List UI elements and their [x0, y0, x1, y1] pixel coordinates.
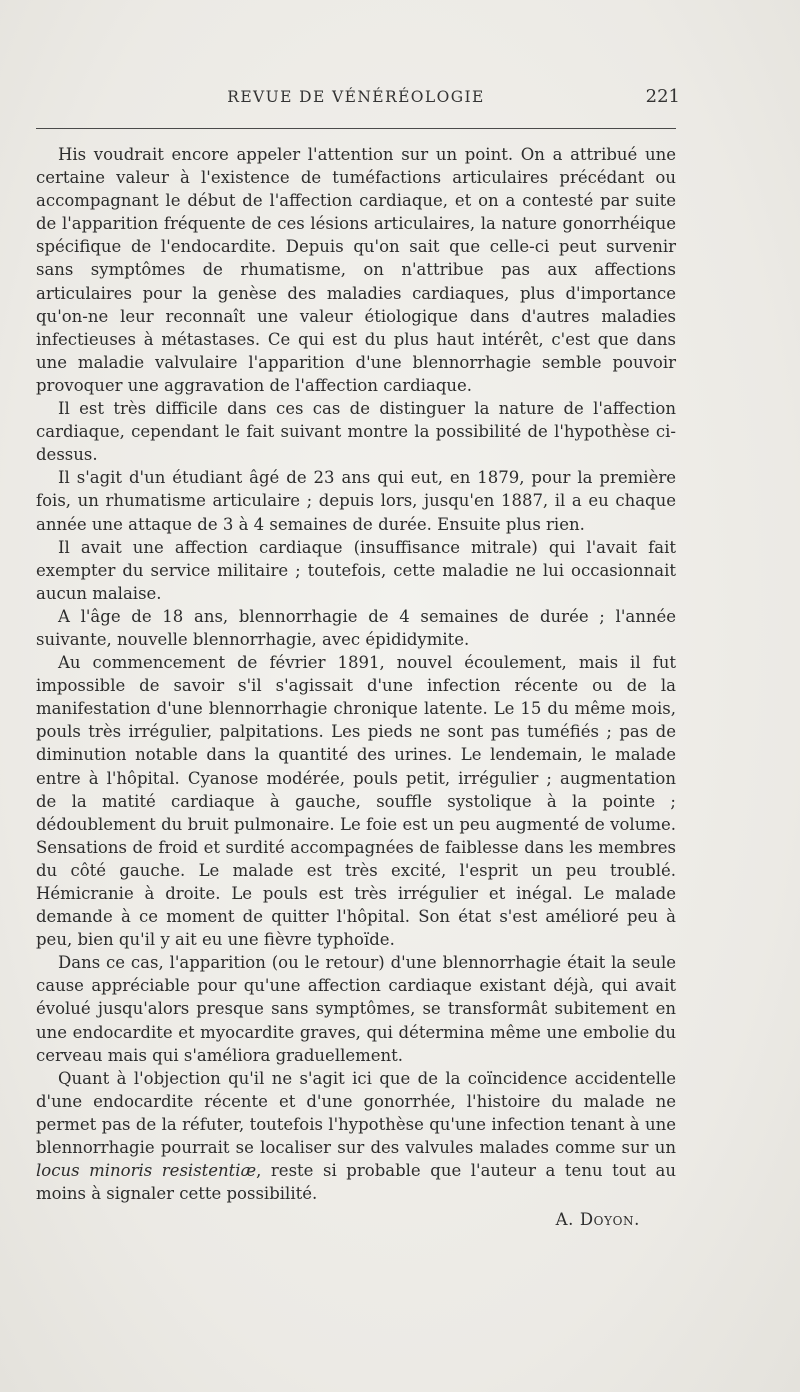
article-body: [36, 143, 676, 1231]
paragraph-4: Il avait une affection cardiaque (insuffisance mitrale) qui l'avait fait exempter du service militaire ; toutefois, cette maladie ne lui occasionnait aucun malaise.: [36, 537, 676, 603]
page-number: 221: [645, 86, 680, 107]
paragraph-8-text-end: , reste si probable que l'auteur a tenu tout au moins à signaler cette possibilité.: [36, 1161, 676, 1204]
page-header: [36, 86, 680, 114]
author-signature: A. Doyon.: [555, 1210, 640, 1230]
paragraph-6: Au commencement de février 1891, nouvel écoulement, mais il fut impossible de savoir s'il s'agissait d'une infection récente ou de la manifestation d'une blennorrhagie chronique latente. Le 15 du même mois, pouls très irrégulier, palpitations. Les pieds ne sont pas tuméfiés ; pas de diminution notable dans la quantité des urines. Le lendemain, le malade entre à l'hôpital. Cyanose modérée, pouls petit, irrégulier ; augmentation de la matité cardiaque à gauche, souffle systolique à la pointe ; dédoublement du bruit pulmonaire. Le foie est un peu augmenté de volume. Sensations de froid et surdité accompagnées de faiblesse dans les membres du côté gauche. Le malade est très excité, l'esprit un peu troublé. Hémicranie à droite. Le pouls est très irrégulier et inégal. Le malade demande à ce moment de quitter l'hôpital. Son état s'est amélioré peu à peu, bien qu'il y ait eu une fièvre typhoïde.: [36, 653, 676, 950]
paragraph-2: Il est très difficile dans ces cas de distinguer la nature de l'affection cardiaque, cependant le fait suivant montre la possibilité de l'hypothèse ci-dessus.: [36, 399, 676, 465]
header-rule: [36, 128, 676, 129]
paragraph-8-text-start: Quant à l'objection qu'il ne s'agit ici que de la coïncidence accidentelle d'une endocardite récente et d'une gonorrhée, l'histoire du malade ne permet pas de la réfuter, toutefois l'hypothèse qu'une infection tenant à une blennorrhagie pourrait se localiser sur des valvules malades comme sur un: [36, 1068, 676, 1158]
latin-phrase: locus minoris resistentiæ: [36, 1161, 257, 1181]
paragraph-1: His voudrait encore appeler l'attention sur un point. On a attribué une certaine valeur à l'existence de tuméfactions articulaires précédant ou accompagnant le début de l'affection cardiaque, et on a contesté par suite de l'apparition fréquente de ces lésions articulaires, la nature gonorrhéique spécifique de l'endocardite. Depuis qu'on sait que celle-ci peut survenir sans symptômes de rhumatisme, on n'attribue pas aux affections articulaires pour la genèse des maladies cardiaques, plus d'importance qu'on-ne leur reconnaît une valeur étiologique dans d'autres maladies infectieuses à métastases. Ce qui est du plus haut intérêt, c'est que dans une maladie valvulaire l'apparition d'une blennorrhagie semble pouvoir provoquer une aggravation de l'affection cardiaque.: [36, 145, 676, 395]
paragraph-8: [36, 1067, 676, 1206]
paragraph-7: Dans ce cas, l'apparition (ou le retour) d'une blennorrhagie était la seule cause appréciable pour qu'une affection cardiaque existant déjà, qui avait évolué jusqu'alors presque sans symptômes, se transformât subitement en une endocardite et myocardite graves, qui détermina même une embolie du cerveau mais qui s'améliora graduellement.: [36, 953, 676, 1065]
paragraph-5: A l'âge de 18 ans, blennorrhagie de 4 semaines de durée ; l'année suivante, nouvelle blennorrhagie, avec épididymite.: [36, 606, 676, 649]
running-title: REVUE DE VÉNÉRÉOLOGIE: [227, 88, 485, 106]
paragraph-3: Il s'agit d'un étudiant âgé de 23 ans qui eut, en 1879, pour la première fois, un rhumatisme articulaire ; depuis lors, jusqu'en 1887, il a eu chaque année une attaque de 3 à 4 semaines de durée. Ensuite plus rien.: [36, 468, 676, 534]
